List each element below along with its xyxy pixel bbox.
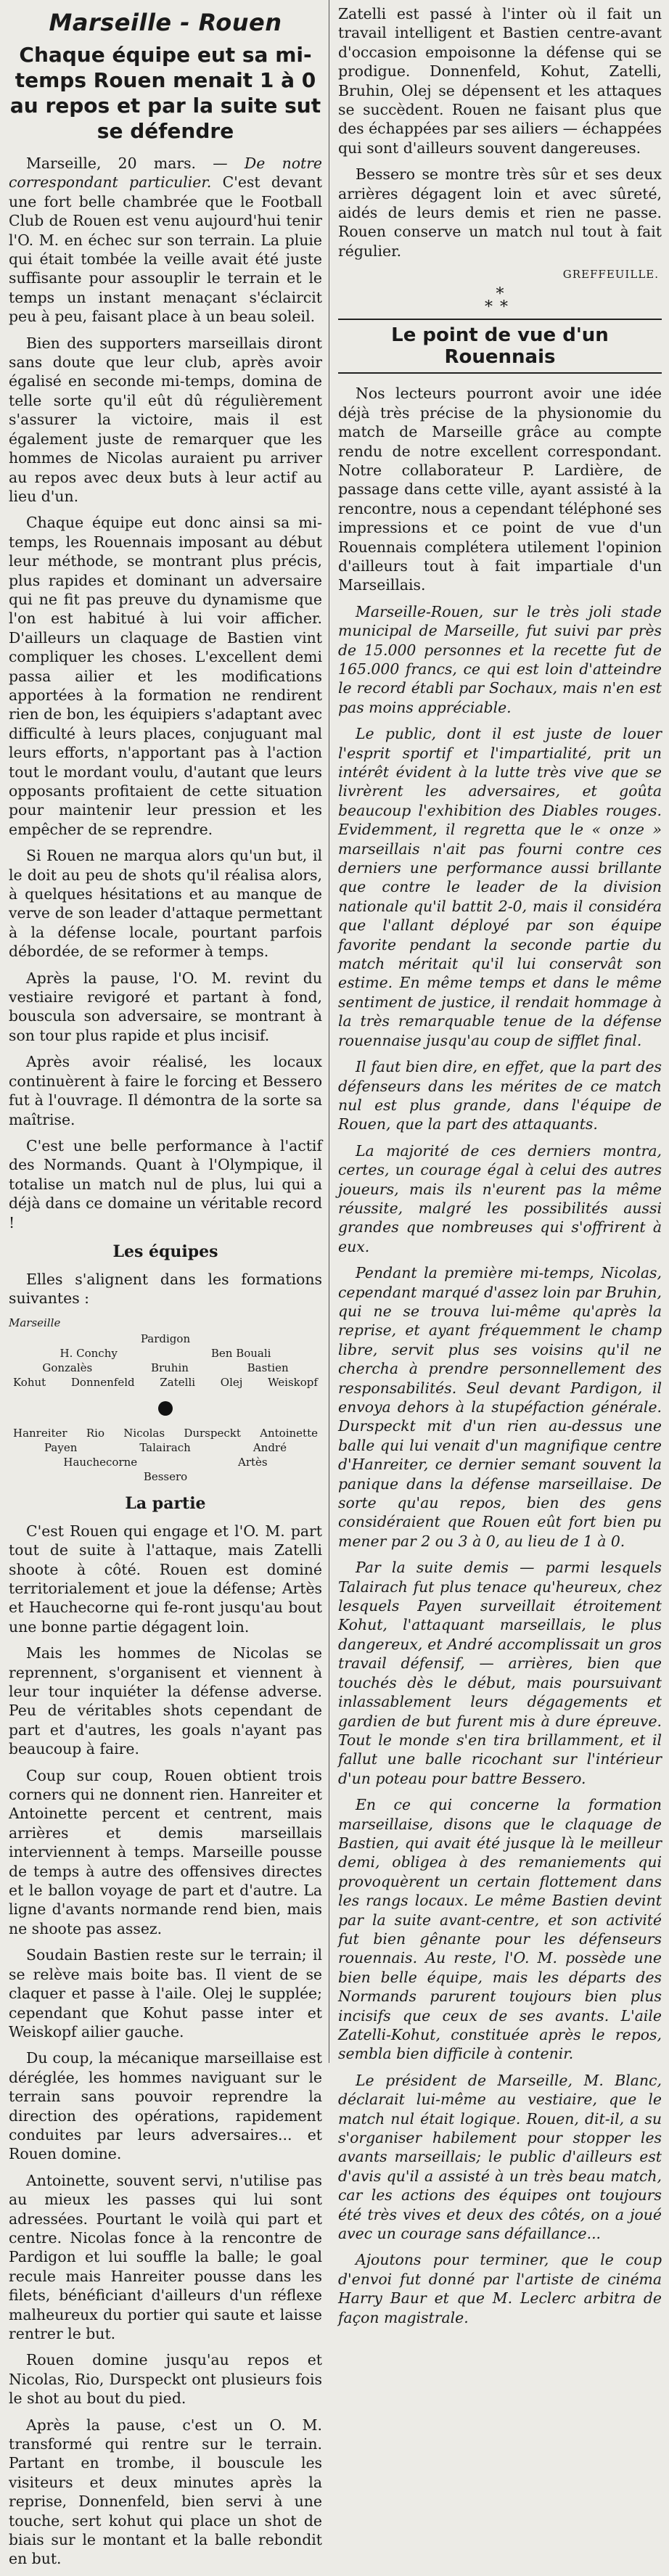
paragraph: Marseille-Rouen, sur le très joli stade municipal de Marseille, fut suivi par près de 15.000 personnes et la recette fut de 165.000 francs, ce qui est loin d'atteindre le record établi par Sochaux, mais n'en est pas moins appréciable. xyxy=(338,602,662,716)
star-ornament: * xyxy=(496,285,504,304)
player-name: Durspeckt xyxy=(184,1426,241,1440)
player-name: Gonzalès xyxy=(42,1361,93,1374)
player-name: Talairach xyxy=(139,1440,191,1454)
paragraph: En ce qui concerne la formation marseillaise, disons que le claquage de Bastien, qui avait été jusque là le meilleur demi, obligea à des remaniements qui provoquèrent un certain flottement dans les rangs locaux. Le même Bastien devint par la suite avant-centre, et son activité fut bien gênante pour les défenseurs rouennais. Au reste, l'O. M. possède une bien belle équipe, mais les départs des Normands parurent toujours bien plus incisifs que ceux de ses avants. L'aile Zatelli-Kohut, constituée après le repos, sembla bien difficile à contenir. xyxy=(338,1796,662,2063)
player-name: Olej xyxy=(220,1375,243,1389)
paragraph: Après avoir réalisé, les locaux continuèrent à faire le forcing et Bessero fut à l'ouvrage. Il démontra de la sorte sa maîtrise. xyxy=(9,1053,322,1128)
lineup-marseille xyxy=(9,1316,322,1390)
sidebar-article-title: Le point de vue d'un Rouennais xyxy=(338,319,662,374)
lead-text: C'est devant une fort belle chambrée que le Football Club de Rouen est venu aujourd'hui tenir l'O. M. en échec sur son terrain. La pluie qui était tombée la veille avait été juste suffisante pour assouplir le terrain et le temps un instant menaçant s'éclaircit peu à peu, faisant place à un beau soleil. xyxy=(9,173,322,326)
player-name: Hauchecorne xyxy=(63,1455,138,1469)
player-name: Bruhin xyxy=(150,1361,189,1374)
paragraph: Ajoutons pour terminer, que le coup d'envoi fut donné par l'artiste de cinéma Harry Baur et que M. Leclerc arbitra de façon magistrale. xyxy=(338,2251,662,2326)
player-name: Weiskopf xyxy=(268,1375,318,1389)
correspondent-credit: — De notre correspondant particulier. xyxy=(9,155,323,192)
team-label: Marseille xyxy=(9,1316,61,1329)
paragraph: Soudain Bastien reste sur le terrain; il se relève mais boite bas. Il vient de se claquer et passe à l'aile. Olej le supplée; cependant que Kohut passe inter et Weiskopf ailier gauche. xyxy=(9,1946,322,2040)
player-name: Zatelli xyxy=(160,1375,196,1389)
paragraph: Du coup, la mécanique marseillaise est déréglée, les hommes naviguant sur le terrain sans pouvoir reprendre la direction des opérations, rapidement conduites par leurs adversaires... et Rouen domine. xyxy=(9,2049,322,2163)
paragraph: Bessero se montre très sûr et ses deux arrières dégagent loin et avec sûreté, aidés de leurs demis et rien ne passe. Rouen conserve un match nul tout à fait régulier. xyxy=(338,165,662,260)
player-name: Pardigon xyxy=(140,1332,191,1345)
article-headline: Chaque équipe eut sa mi-temps Rouen menait 1 à 0 au repos et par la suite sut se défendre xyxy=(9,43,321,143)
paragraph: Le public, dont il est juste de louer l'esprit sportif et l'impartialité, prit un intérêt évident à la lutte très vive que se livrèrent les adversaires, et goûta beaucoup l'exhibition des Diables rouges. Evidemment, il regretta que le « onze » marseillais n'ait pas fourni contre ces derniers une performance aussi brillante que contre le leader de la division nationale qu'il battit 2-0, mais il considéra que l'allant déployé par son équipe favorite pendant la seconde partie du match méritait qu'il lui conservât son estime. En même temps et dans le même sentiment de justice, il rendait hommage à la très remarquable tenue de la défense rouennaise jusqu'au coup de sifflet final. xyxy=(338,725,662,1049)
sidebar-report xyxy=(338,602,662,2327)
paragraph: C'est Rouen qui engage et l'O. M. part tout de suite à l'attaque, mais Zatelli shoote à côté. Rouen est dominé territorialement et joue la défense; Artès et Hauchecorne qui fe-ront jusqu'au bout une bonne partie dégagent loin. xyxy=(9,1522,322,1636)
player-name: Bastien xyxy=(247,1361,289,1374)
paragraph: Après la pause, c'est un O. M. transformé qui rentre sur le terrain. Partant en trombe, il bouscule les visiteurs et deux minutes après la reprise, Donnenfeld, bien servi à une touche, sert kohut qui place un shot de biais sur le montant et la balle rebondit en but. xyxy=(9,2416,322,2568)
teams-section-title: Les équipes xyxy=(112,1242,218,1261)
teams-intro: Elles s'alignent dans les formations suivantes : xyxy=(9,1270,322,1308)
paragraph: Il faut bien dire, en effet, que la part des défenseurs dans les mérites de ce match nul est plus grande, dans l'équipe de Rouen, que la part des attaquants. xyxy=(338,1058,662,1133)
right-column xyxy=(338,4,662,2334)
player-name: Bessero xyxy=(143,1469,188,1483)
ball-icon xyxy=(158,1401,173,1416)
paragraph: Rouen domine jusqu'au repos et Nicolas, Rio, Durspeckt ont plusieurs fois le shot au bout du pied. xyxy=(9,2351,322,2408)
paragraph: Le président de Marseille, M. Blanc, déclarait lui-même au vestiaire, que le match nul était logique. Rouen, dit-il, a su s'organiser habilement pour stopper les avants marseillais; le public d'ailleurs est d'avis qu'il a assisté à un très beau match, car les actions des équipes ont toujours été très vives et deux des côtés, on a joué avec un courage sans défaillance... xyxy=(338,2071,662,2243)
player-name: Artès xyxy=(237,1455,268,1469)
paragraph: La majorité de ces derniers montra, certes, un courage égal à celui des autres joueurs, mais ils n'eurent pas la même réussite, malgré les possibilités aussi grandes que nombreuses qui s'offrirent à eux. xyxy=(338,1141,662,1255)
lead-paragraph xyxy=(9,154,322,327)
paragraph: Chaque équipe eut donc ainsi sa mi-temps, les Rouennais imposant au début leur méthode, se montrant plus précis, plus rapides et dominant un adversaire qui ne fit pas preuve du dynamisme que l'on est habitué à lui voir afficher. D'ailleurs un claquage de Bastien vint compliquer les choses. L'excellent demi passa ailier et les modifications apportées à la formation ne rendirent rien de bon, les équipiers s'adaptant avec difficulté à leurs places, conjuguant mal leurs efforts, n'apportant pas à l'action tout le mordant voulu, d'autant que leurs opposants profitaient de cette situation pour maintenir leur pression et les empêcher de se reprendre. xyxy=(9,514,322,838)
player-name: André xyxy=(253,1440,287,1454)
player-name: Payen xyxy=(44,1440,78,1454)
player-name: H. Conchy xyxy=(59,1346,118,1360)
star-ornament: ** xyxy=(485,298,515,317)
left-column xyxy=(9,4,322,2576)
paragraph: Pendant la première mi-temps, Nicolas, cependant marqué d'assez loin par Bruhin, qui ne se trouva lui-même qu'après la reprise, et ayant fréquemment le champ libre, servit plus ses voisins qu'il ne chercha à prendre personnellement des responsabilités. Seul devant Pardigon, il envoya dehors à la stupéfaction générale. Durspeckt mit d'un rien au-dessus une balle qui lui venait d'un magnifique centre d'Hanreiter, ce dernier semant souvent la panique dans la défense marseillaise. De sorte qu'au repos, bien des gens considéraient que Rouen eût fort bien pu mener par 2 ou 3 à 0, au lieu de 1 à 0. xyxy=(338,1264,662,1550)
paragraph: Par la suite demis — parmi lesquels Talairach fut plus tenace qu'heureux, chez lesquels Payen surveillait étroitement Kohut, l'attaquant marseillais, le plus dangereux, et André accomplissait un gros travail défensif, — arrières, bien que touchés dès le début, mais poursuivant inlassablement leurs dégagements et gardien de but furent mis à dure épreuve. Tout le monde s'en tira brillamment, et il fallut une balle ricochant sur l'intérieur d'un poteau pour battre Bessero. xyxy=(338,1559,662,1787)
player-name: Donnenfeld xyxy=(70,1375,135,1389)
player-name: Antoinette xyxy=(260,1426,318,1440)
lineup-rouen xyxy=(9,1426,322,1484)
sidebar-intro: Nos lecteurs pourront avoir une idée déjà très précise de la physionomie du match de Marseille grâce au compte rendu de notre excellent correspondant. Notre collaborateur P. Lardière, de passage dans cette ville, ayant assisté à la rencontre, nous a cependant téléphoné ses impressions et ce point de vue d'un Rouennais complétera utilement l'opinion d'ailleurs tout à fait impartiale d'un Marseillais. xyxy=(338,385,662,594)
article-kicker: Marseille - Rouen xyxy=(49,9,282,36)
paragraph: Antoinette, souvent servi, n'utilise pas au mieux les passes qui lui sont adressées. Pourtant le voilà qui part et centre. Nicolas fonce à la rencontre de Pardigon et lui souffle la balle; le goal recule mais Hanreiter pousse dans les filets, bénéficiant d'ailleurs d'un réflexe malheureux du portier qui saute et laisse rentrer le but. xyxy=(9,2171,322,2342)
paragraph: C'est une belle performance à l'actif des Normands. Quant à l'Olympique, il totalise un match nul de plus, lui qui a déjà dans ce domaine un véritable record ! xyxy=(9,1136,322,1231)
player-name: Hanreiter xyxy=(13,1426,67,1440)
paragraph: Coup sur coup, Rouen obtient trois corners qui ne donnent rien. Hanreiter et Antoinette percent et centrent, mais arrières et demis marseillais interviennent à temps. Marseille pousse de temps à autre des offensives directes et le ballon voyage de part et d'autre. La ligne d'avants normande rend bien, mais ne shoote pas assez. xyxy=(9,1766,322,1937)
player-name: Rio xyxy=(86,1426,104,1440)
player-name: Ben Bouali xyxy=(210,1346,271,1360)
author-signature: GREFFEUILLE. xyxy=(562,268,659,282)
player-name: Nicolas xyxy=(123,1426,165,1440)
paragraph: Bien des supporters marseillais diront sans doute que leur club, après avoir égalisé en seconde mi-temps, domina de telle sorte qu'il eût dû régulièrement s'assurer la victoire, mais il est également juste de remarquer que les hommes de Nicolas auraient pu arriver au repos avec deux buts à leur actif au lieu d'un. xyxy=(9,334,322,505)
section-separator xyxy=(338,285,662,317)
paragraph: Si Rouen ne marqua alors qu'un but, il le doit au peu de shots qu'il réalisa alors, à quelques hésitations et au manque de verve de son leader d'attaque permettant à la défense locale, pourtant parfois débordée, de se reformer à temps. xyxy=(9,847,322,961)
paragraph: Après la pause, l'O. M. revint du vestiaire revigoré et partant à fond, bouscula son adversaire, se montrant à son tour plus rapide et plus incisif. xyxy=(9,969,322,1044)
paragraph: Zatelli est passé à l'inter où il fait un travail intelligent et Bastien centre-avant d'occasion empoisonne la défense qui se prodigue. Donnenfeld, Kohut, Zatelli, Bruhin, Olej se dépensent et les attaques se succèdent. Rouen ne faisant plus que des échappées par ses ailiers — échappées qui sont d'ailleurs souvent dangereuses. xyxy=(338,5,662,157)
player-name: Kohut xyxy=(13,1375,46,1389)
paragraph: Mais les hommes de Nicolas se reprennent, s'organisent et viennent à leur tour inquiéter la défense adverse. Peu de véritables shots cependant de part et d'autres, les goals n'ayant pas beaucoup à faire. xyxy=(9,1644,322,1758)
dateline: Marseille, 20 mars. xyxy=(26,155,197,172)
partie-section-title: La partie xyxy=(125,1493,206,1513)
